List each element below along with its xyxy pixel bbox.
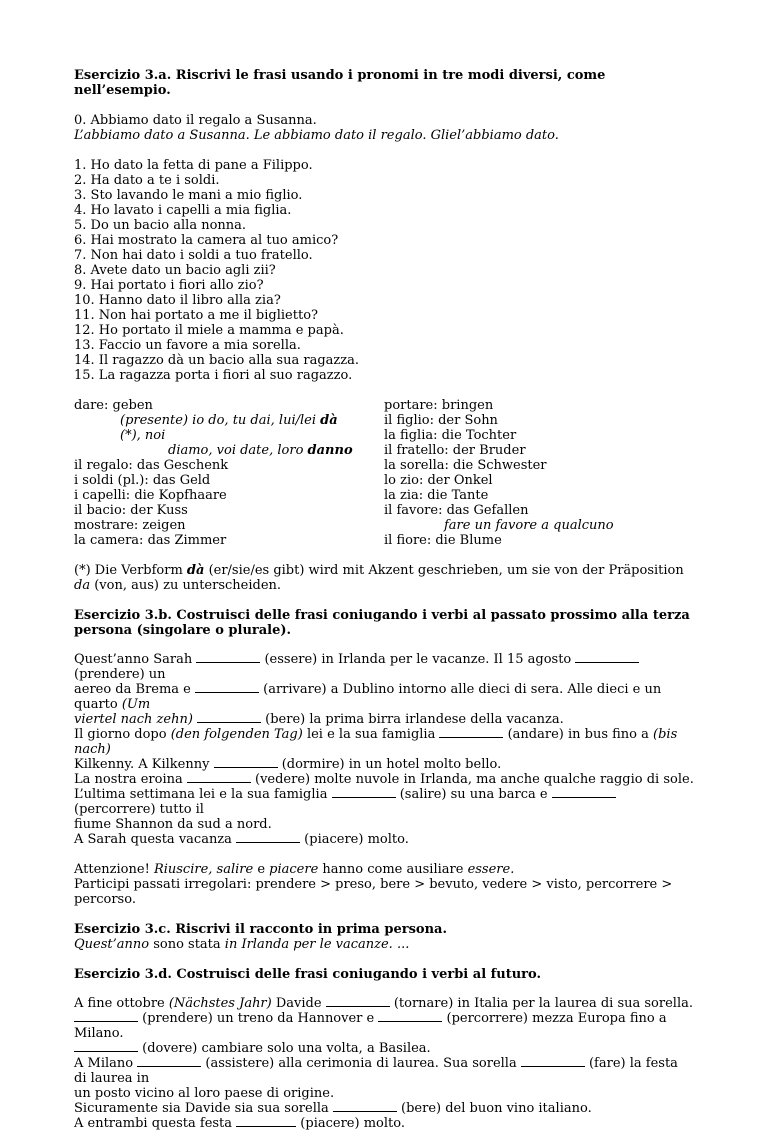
vocab-entry: il fratello: der Bruder (384, 443, 526, 458)
list-item: 6. Hai mostrato la camera al tuo amico? (74, 233, 339, 248)
ex3b-line: viertel nach zehn) (bere) la prima birra irlandese della vacanza. (74, 712, 564, 727)
ex3a-example-answer: L’abbiamo dato a Susanna. Le abbiamo dato il regalo. Gliel’abbiamo dato. (74, 128, 559, 143)
ex3a-example: 0. Abbiamo dato il regalo a Susanna. (74, 113, 317, 128)
footnote: (*) Die Verbform dà (er/sie/es gibt) wird mit Akzent geschrieben, um sie von der Präposition da (von, aus) zu unterscheiden. (74, 563, 684, 593)
vocab-conjugation-1: (presente) io do, tu dai, lui/lei dà (*), noi (120, 413, 338, 443)
vocab-entry: il favore: das Gefallen (384, 503, 529, 518)
ex3d-line: un posto vicino al loro paese di origine. (74, 1086, 335, 1101)
ex3d-title: Esercizio 3.d. Costruisci delle frasi coniugando i verbi al futuro. (74, 967, 541, 982)
vocab-entry: la zia: die Tante (384, 488, 489, 503)
list-item: 7. Non hai dato i soldi a tuo fratello. (74, 248, 313, 263)
ex3b-line: Il giorno dopo (den folgenden Tag) lei e la sua famiglia (andare) in bus fino a (bis nach) (74, 727, 678, 757)
list-item: 8. Avete dato un bacio agli zii? (74, 263, 276, 278)
vocab-entry: i soldi (pl.): das Geld (74, 473, 211, 488)
fill-blank[interactable] (195, 682, 259, 693)
list-item: 3. Sto lavando le mani a mio figlio. (74, 188, 303, 203)
vocab-entry: la camera: das Zimmer (74, 533, 227, 548)
ex3b-line: A Sarah questa vacanza (piacere) molto. (74, 832, 409, 847)
vocab-entry: lo zio: der Onkel (384, 473, 493, 488)
vocabulary-column-left (74, 398, 356, 548)
fill-blank[interactable] (521, 1056, 585, 1067)
fill-blank[interactable] (197, 712, 261, 723)
ex3c-example: Quest’anno sono stata in Irlanda per le vacanze. ... (74, 937, 410, 952)
list-item: 1. Ho dato la fetta di pane a Filippo. (74, 158, 313, 173)
vocab-entry: portare: bringen (384, 398, 494, 413)
document-content (74, 68, 694, 1131)
ex3d-line: (dovere) cambiare solo una volta, a Basilea. (74, 1041, 694, 1056)
fill-blank[interactable] (137, 1056, 201, 1067)
list-item: 9. Hai portato i fiori allo zio? (74, 278, 264, 293)
list-item: 10. Hanno dato il libro alla zia? (74, 293, 281, 308)
ex3b-participles: Participi passati irregolari: prendere > preso, bere > bevuto, vedere > visto, percorrere > percorso. (74, 877, 673, 907)
ex3b-line: fiume Shannon da sud a nord. (74, 817, 272, 832)
fill-blank[interactable] (236, 1116, 296, 1127)
fill-blank[interactable] (378, 1011, 442, 1022)
ex3b-title: Esercizio 3.b. Costruisci delle frasi coniugando i verbi al passato prossimo alla terza persona (singolare o plurale). (74, 608, 690, 638)
ex3b-note: Attenzione! Riuscire, salire e piacere hanno come ausiliare essere. (74, 862, 515, 877)
fill-blank[interactable] (187, 772, 251, 783)
ex3b-line: aereo da Brema e (arrivare) a Dublino intorno alle dieci di sera. Alle dieci e un quarto (Um (74, 682, 662, 712)
fill-blank[interactable] (552, 787, 616, 798)
fill-blank[interactable] (74, 1011, 138, 1022)
fill-blank[interactable] (332, 787, 396, 798)
list-item: 4. Ho lavato i capelli a mia figlia. (74, 203, 292, 218)
vocab-conjugation-2: diamo, voi date, loro danno (168, 443, 353, 458)
vocab-entry: la figlia: die Tochter (384, 428, 517, 443)
vocab-entry: i capelli: die Kopfhaare (74, 488, 227, 503)
fill-blank[interactable] (74, 1041, 138, 1052)
fill-blank[interactable] (575, 652, 639, 663)
vocabulary-box (74, 398, 694, 548)
list-item: 5. Do un bacio alla nonna. (74, 218, 247, 233)
ex3a-title: Esercizio 3.a. Riscrivi le frasi usando i pronomi in tre modi diversi, come nell’esempio. (74, 68, 606, 98)
fill-blank[interactable] (439, 727, 503, 738)
ex3b-line: La nostra eroina (vedere) molte nuvole in Irlanda, ma anche qualche raggio di sole. (74, 772, 694, 787)
fill-blank[interactable] (196, 652, 260, 663)
vocab-entry: il fiore: die Blume (384, 533, 502, 548)
fill-blank[interactable] (236, 832, 300, 843)
ex3d-line: (prendere) un treno da Hannover e (percorrere) mezza Europa fino a Milano. (74, 1011, 667, 1041)
vocab-expression: fare un favore a qualcuno (444, 518, 614, 533)
ex3d-line: A Milano (assistere) alla cerimonia di laurea. Sua sorella (fare) la festa di laurea in (74, 1056, 678, 1086)
ex3d-line: A fine ottobre (Nächstes Jahr) Davide (tornare) in Italia per la laurea di sua sorella. (74, 996, 693, 1011)
list-item: 11. Non hai portato a me il biglietto? (74, 308, 318, 323)
vocab-entry: la sorella: die Schwester (384, 458, 547, 473)
fill-blank[interactable] (333, 1101, 397, 1112)
ex3d-line: A entrambi questa festa (piacere) molto. (74, 1116, 405, 1131)
ex3a-list (74, 158, 694, 383)
vocabulary-column-right (384, 398, 684, 548)
vocab-dare: dare: geben (74, 398, 153, 413)
vocab-entry: il figlio: der Sohn (384, 413, 498, 428)
list-item: 13. Faccio un favore a mia sorella. (74, 338, 301, 353)
ex3b-line: Quest’anno Sarah (essere) in Irlanda per le vacanze. Il 15 agosto (prendere) un (74, 652, 694, 682)
list-item: 2. Ha dato a te i soldi. (74, 173, 220, 188)
vocab-entry: mostrare: zeigen (74, 518, 186, 533)
fill-blank[interactable] (326, 996, 390, 1007)
list-item: 12. Ho portato il miele a mamma e papà. (74, 323, 344, 338)
list-item: 14. Il ragazzo dà un bacio alla sua ragazza. (74, 353, 359, 368)
vocab-entry: il regalo: das Geschenk (74, 458, 229, 473)
list-item: 15. La ragazza porta i fiori al suo ragazzo. (74, 368, 353, 383)
ex3c-title: Esercizio 3.c. Riscrivi il racconto in prima persona. (74, 922, 447, 937)
ex3b-line: L’ultima settimana lei e la sua famiglia (salire) su una barca e (percorrere) tutto il (74, 787, 694, 817)
ex3d-line: Sicuramente sia Davide sia sua sorella (bere) del buon vino italiano. (74, 1101, 592, 1116)
vocab-entry: il bacio: der Kuss (74, 503, 188, 518)
fill-blank[interactable] (214, 757, 278, 768)
ex3b-line: Kilkenny. A Kilkenny (dormire) in un hotel molto bello. (74, 757, 502, 772)
